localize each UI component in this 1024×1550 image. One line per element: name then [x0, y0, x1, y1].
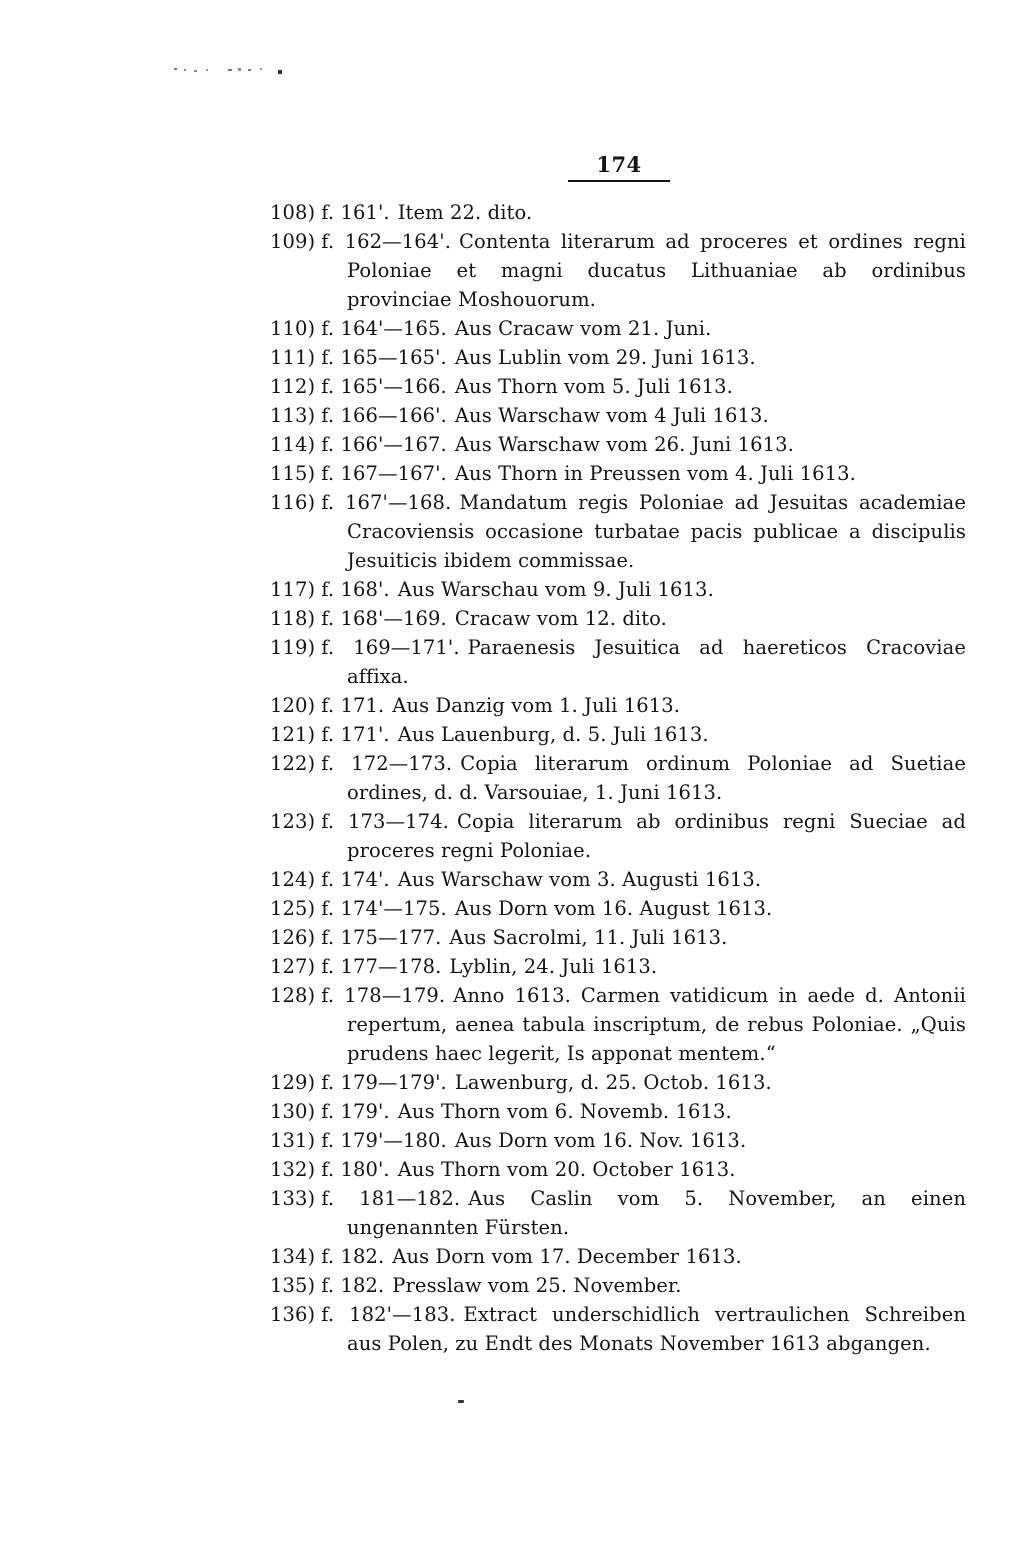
catalog-entry: [270, 314, 966, 343]
entry-number: 120): [270, 694, 316, 717]
entry-text: Mandatum regis Poloniae ad Jesuitas academiae Cracoviensis occasione turbatae pacis publicae a discipulis Jesuiticis ibidem commissae.: [347, 491, 966, 572]
entry-text: Lyblin, 24. Juli 1613.: [449, 955, 658, 978]
catalog-entry: [270, 488, 966, 575]
entry-folio: f. 179'.: [321, 1100, 390, 1123]
entry-text: Aus Warschau vom 9. Juli 1613.: [397, 578, 714, 601]
entry-number: 129): [270, 1071, 316, 1094]
catalog-entry: [270, 1242, 966, 1271]
catalog-entry: [270, 227, 966, 314]
entry-number: 109): [270, 230, 316, 253]
entry-number: 127): [270, 955, 316, 978]
entry-number: 131): [270, 1129, 316, 1152]
catalog-entry: [270, 604, 966, 633]
entry-text: Contenta literarum ad proceres et ordines regni Poloniae et magni ducatus Lithuaniae ab ordinibus provinciae Moshouorum.: [347, 230, 966, 311]
entry-text: Aus Warschaw vom 26. Juni 1613.: [454, 433, 794, 456]
entry-folio: f. 164'—165.: [321, 317, 447, 340]
entry-folio: f. 162—164'.: [321, 230, 452, 253]
catalog-entry: [270, 459, 966, 488]
entry-folio: f. 168'—169.: [321, 607, 447, 630]
catalog-entry: [270, 952, 966, 981]
page-number-rule: [568, 180, 670, 182]
entry-folio: f. 180'.: [321, 1158, 390, 1181]
entry-text: Aus Thorn vom 20. October 1613.: [397, 1158, 736, 1181]
entry-folio: f. 182.: [321, 1245, 385, 1268]
entry-text: Item 22. dito.: [397, 201, 533, 224]
entry-folio: f. 181—182.: [321, 1187, 461, 1210]
entry-number: 132): [270, 1158, 316, 1181]
entry-folio: f. 173—174.: [321, 810, 449, 833]
entry-number: 114): [270, 433, 316, 456]
entry-text: Cracaw vom 12. dito.: [454, 607, 667, 630]
entry-folio: f. 169—171'.: [321, 636, 460, 659]
entry-text: Aus Cracaw vom 21. Juni.: [454, 317, 712, 340]
entry-number: 124): [270, 868, 316, 891]
entry-folio: f. 168'.: [321, 578, 390, 601]
entry-text: Copia literarum ordinum Poloniae ad Suetiae ordines, d. d. Varsouiae, 1. Juni 1613.: [347, 752, 966, 804]
entry-folio: f. 179—179'.: [321, 1071, 447, 1094]
scan-artifact-mark: [458, 1400, 464, 1403]
catalog-entry: [270, 691, 966, 720]
entry-number: 119): [270, 636, 316, 659]
entry-text: Extract underschidlich vertraulichen Schreiben aus Polen, zu Endt des Monats November 1613 abgangen.: [347, 1303, 966, 1355]
catalog-entry: [270, 923, 966, 952]
entry-text: Aus Thorn in Preussen vom 4. Juli 1613.: [454, 462, 856, 485]
entry-folio: f. 177—178.: [321, 955, 442, 978]
catalog-entry: [270, 1097, 966, 1126]
entry-number: 136): [270, 1303, 316, 1326]
entry-folio: f. 167'—168.: [321, 491, 452, 514]
entry-text: Aus Dorn vom 16. August 1613.: [454, 897, 773, 920]
catalog-entry: [270, 894, 966, 923]
catalog-entry: [270, 981, 966, 1068]
entry-folio: f. 166'—167.: [321, 433, 447, 456]
entry-text: Aus Thorn vom 5. Juli 1613.: [454, 375, 733, 398]
catalog-entry: [270, 807, 966, 865]
catalog-entry: [270, 1068, 966, 1097]
entry-folio: f. 166—166'.: [321, 404, 447, 427]
catalog-entry: [270, 1184, 966, 1242]
entry-number: 126): [270, 926, 316, 949]
entry-text: Aus Sacrolmi, 11. Juli 1613.: [449, 926, 728, 949]
catalog-entry: [270, 633, 966, 691]
entry-number: 134): [270, 1245, 316, 1268]
catalog-entry: [270, 1126, 966, 1155]
entry-folio: f. 165—165'.: [321, 346, 447, 369]
entry-folio: f. 178—179.: [321, 984, 446, 1007]
catalog-entry: [270, 1300, 966, 1358]
page-number: 174: [596, 152, 642, 177]
entry-folio: f. 182.: [321, 1274, 385, 1297]
catalog-entry: [270, 372, 966, 401]
scan-artifact-marks: [168, 62, 298, 78]
entry-text: Presslaw vom 25. November.: [392, 1274, 682, 1297]
entry-number: 110): [270, 317, 316, 340]
entry-number: 118): [270, 607, 316, 630]
entry-text: Aus Warschaw vom 4 Juli 1613.: [454, 404, 769, 427]
entry-number: 108): [270, 201, 316, 224]
entry-text: Aus Dorn vom 16. Nov. 1613.: [454, 1129, 747, 1152]
entry-number: 130): [270, 1100, 316, 1123]
catalog-entry: [270, 865, 966, 894]
entry-text: Paraenesis Jesuitica ad haereticos Cracoviae affixa.: [347, 636, 966, 688]
entry-number: 113): [270, 404, 316, 427]
entry-number: 121): [270, 723, 316, 746]
catalog-entry: [270, 430, 966, 459]
entry-number: 133): [270, 1187, 316, 1210]
entry-text: Aus Lublin vom 29. Juni 1613.: [454, 346, 756, 369]
entry-number: 117): [270, 578, 316, 601]
entry-number: 112): [270, 375, 316, 398]
entry-folio: f. 172—173.: [321, 752, 453, 775]
catalog-entry: [270, 1155, 966, 1184]
entry-number: 111): [270, 346, 316, 369]
catalog-entry: [270, 401, 966, 430]
entry-folio: f. 175—177.: [321, 926, 442, 949]
entry-text: Aus Dorn vom 17. December 1613.: [392, 1245, 742, 1268]
entry-text: Aus Thorn vom 6. Novemb. 1613.: [397, 1100, 732, 1123]
entry-folio: f. 165'—166.: [321, 375, 447, 398]
entry-text: Aus Lauenburg, d. 5. Juli 1613.: [397, 723, 709, 746]
entry-folio: f. 179'—180.: [321, 1129, 447, 1152]
entry-number: 123): [270, 810, 316, 833]
entry-number: 135): [270, 1274, 316, 1297]
entry-text: Lawenburg, d. 25. Octob. 1613.: [454, 1071, 772, 1094]
entry-number: 125): [270, 897, 316, 920]
entry-text: Aus Danzig vom 1. Juli 1613.: [392, 694, 681, 717]
entry-text: Copia literarum ab ordinibus regni Sueciae ad proceres regni Poloniae.: [347, 810, 966, 862]
catalog-entry: [270, 720, 966, 749]
entry-number: 116): [270, 491, 316, 514]
entry-list: [270, 198, 966, 1358]
catalog-entry: [270, 1271, 966, 1300]
entry-folio: f. 174'—175.: [321, 897, 447, 920]
entry-folio: f. 171'.: [321, 723, 390, 746]
catalog-entry: [270, 343, 966, 372]
entry-number: 122): [270, 752, 316, 775]
entry-folio: f. 161'.: [321, 201, 390, 224]
entry-text: Anno 1613. Carmen vatidicum in aede d. Antonii repertum, aenea tabula inscriptum, de rebus Poloniae. „Quis prudens haec legerit, Is apponat mentem.“: [347, 984, 966, 1065]
entry-text: Aus Warschaw vom 3. Augusti 1613.: [397, 868, 762, 891]
entry-folio: f. 167—167'.: [321, 462, 447, 485]
entry-number: 128): [270, 984, 316, 1007]
entry-folio: f. 182'—183.: [321, 1303, 456, 1326]
catalog-entry: [270, 575, 966, 604]
entry-text: Aus Caslin vom 5. November, an einen ungenannten Fürsten.: [347, 1187, 966, 1239]
entry-number: 115): [270, 462, 316, 485]
entry-folio: f. 171.: [321, 694, 385, 717]
catalog-entry: [270, 198, 966, 227]
catalog-entry: [270, 749, 966, 807]
entry-folio: f. 174'.: [321, 868, 390, 891]
